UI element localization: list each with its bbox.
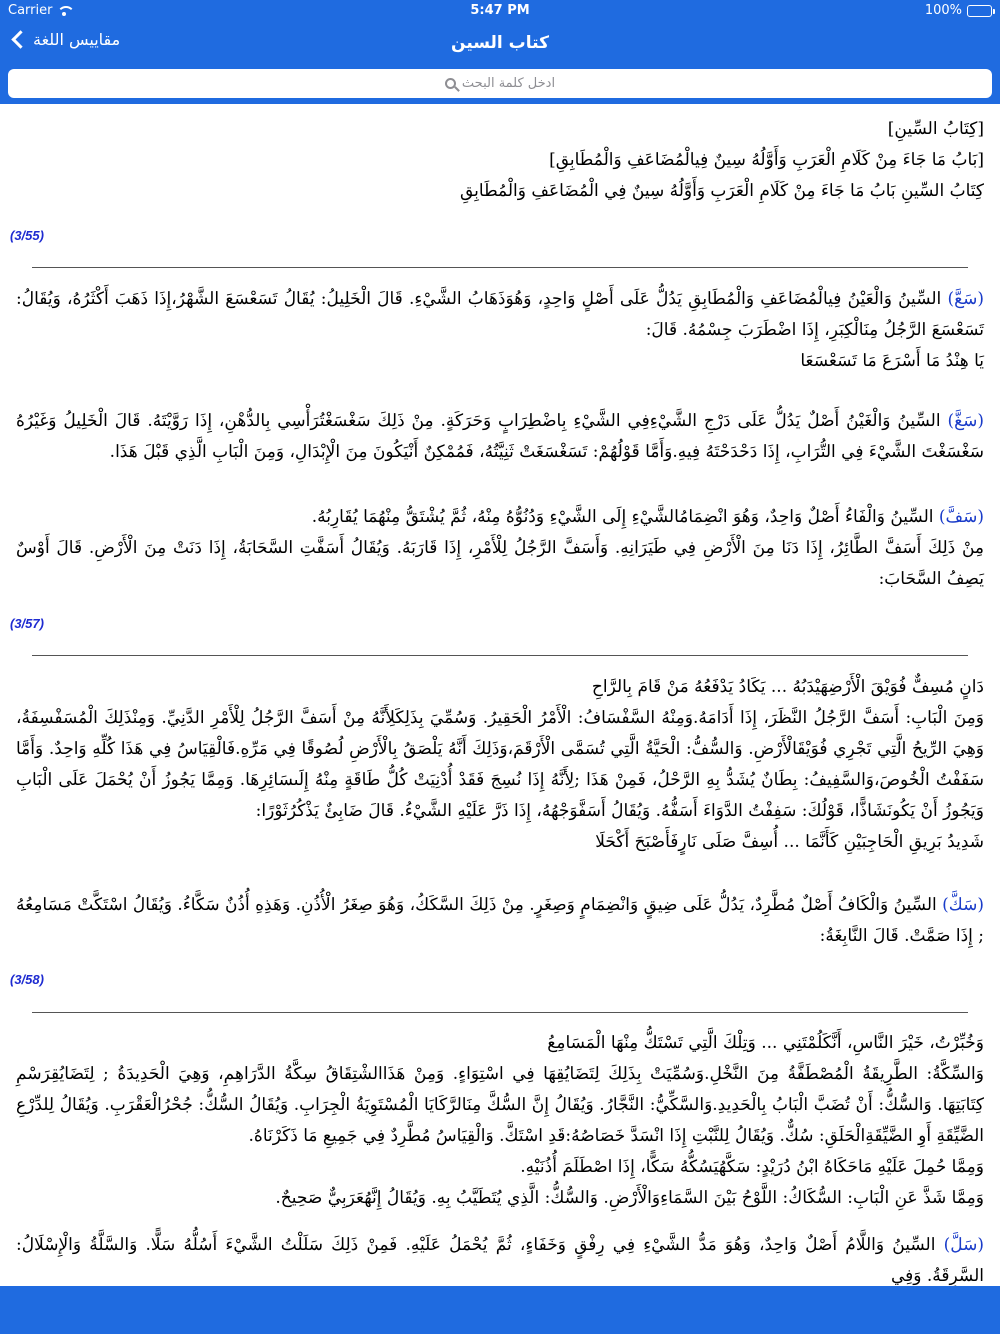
verse: يَا هِنْدُ مَا أَسْرَعَ مَا تَسَعْسَعَا — [800, 351, 984, 371]
root-word: (سَلَّ) — [943, 1235, 984, 1255]
entry-text: وَمِمَّا شَذَّ عَنِ الْبَابِ: السُّكَاكُ: اللَّوْحُ بَيْنَ السَّمَاءِوَالْأَرْضِ. وَالسُّكُّ: الَّذِي يُتَطَيَّبُ بِهِ. وَيُقَالُ إِنَّهُعَرَبِيٌّ صَحِيحٌ. — [275, 1188, 984, 1208]
entry-text: مِنْ ذَلِكَ أَسَفَّ الطَّائِرُ، إِذَا دَنَا مِنَ الْأَرْضِ فِي طَيَرَانِهِ. وَأَسَفَّ الرَّجُلُ لِلْأَمْرِ، إِذَا قَارَبَهُ. وَيُقَالُ أَسَفَّتِ السَّحَابَةُ، إِذَا دَنَتْ مِنَ الْأَرْضِ. قَالَ أَوْسٌ يَصِفُ السَّحَابَ: — [16, 538, 984, 589]
clock: 5:47 PM — [470, 3, 530, 18]
search-icon — [445, 78, 456, 89]
root-word: (سَغَّ) — [947, 411, 984, 431]
carrier-label: Carrier — [8, 3, 53, 18]
entry-sal — [16, 1230, 984, 1286]
verse: شَدِيدُ بَرِيقِ الْحَاجِبَيْنِ كَأَنَّمَا ... أُسِفَّ صَلَى نَارٍفَأَصْبَحَ أَكْحَلَا — [595, 832, 984, 852]
entry-text: السِّينُ وَالْكَافُ أَصْلٌ مُطَّرِدٌ، يَدُلُّ عَلَى ضِيقٍ وَانْضِمَامٍ وَصِغَرٍ. مِنْ ذَلِكَ السَّكَكُ، وَهُوَ صِغَرُ الْأُذُنِ. وَهَذِهِ أُذُنٌ سَكَّاءُ. وَيُقَالُ اسْتَكَّتْ مَسَامِعُهُ ; إِذَا صَمَّتْ. قَالَ النَّابِغَةُ: — [16, 895, 984, 946]
entry-text: السِّينُ وَالْعَيْنُ فِيالْمُضَاعَفِ وَالْمُطَابِقِ يَدُلُّ عَلَى أَصْلٍ وَاحِدٍ، وَهُوَذَهَابُ الشَّيْءِ. قَالَ الْخَلِيلُ: يُقَالُ تَسَعْسَعَ الشَّهْرُ،إِذَا ذَهَبَ أَكْثَرُهُ، وَيُقَالُ: تَسَعْسَعَ الرَّجُلُ مِنَالْكِبَرِ، إِذَا اضْطَرَبَ جِسْمُهُ. قَالَ: — [16, 289, 984, 340]
verse: دَانٍ مُسِفٌّ فُوَيْقَ الْأَرْضِهَيْدَبُهُ ... يَكَادُ يَدْفَعُهُ مَنْ قَامَ بِالرَّاحِ — [591, 677, 984, 697]
entry-text: وَالسِّكَّةُ: الطَّرِيقَةُ الْمُصْطَفَّةُ مِنَ النَّخْلِ.وَسُمِّيَتْ بِذَلِكَ لِتَضَايُقِهَا فِي اسْتِوَاءٍ. وَمِنْ هَذَاالشْتِقَاقُ سِكَّةُ الدَّرَاهِمِ، وَهِيَ الْحَدِيدَةُ ; لِتَضَايُقِرَسْمِ كِتَابَتِهَا. وَالسُّكُّ: أَنْ تُضَبَّ الْبَابُ بِالْحَدِيدِ.وَالسَّكِّيُّ: النَّجَّارُ. وَيُقَالُ إِنَّ السُّكَّ مِنَالرَّكَايَا الْمُسْتَوِيَةُ الْجِرَابِ. وَيُقَالُ السُّكُّ: جُحْرُالْعَقْرَبِ. وَيُقَالُ لِلدِّرْعِ الضَّيِّقَةِ أَوِ الضَّيِّقَةِالْحَلَقِ: سُكٌّ. وَيُقَالُ لِلنَّبْتِ إِذَا انْسَدَّ خَصَاصُهُ:قَدِ اسْتَكَّ. وَالْقِيَاسُ مُطَّرِدٌ فِي جَمِيعِ مَا ذَكَرْنَاهُ. — [16, 1064, 984, 1146]
page-reference[interactable]: (3/55) — [10, 228, 44, 243]
entry-text: السِّينُ وَالْغَيْنُ أَصْلٌ يَدُلُّ عَلَى دَرْجِ الشَّيْءِفِي الشَّيْءِ بِاضْطِرَابٍ وَحَرَكَةٍ. مِنْ ذَلِكَ سَغْسَغْتُرَأْسِي بِالدُّهْنِ، إِذَا رَوَّيْتَهُ. قَالَ الْخَلِيلُ وَغَيْرُهُ سَغْسَغْتَ الشَّيْءَ فِي التُّرَابِ، إِذَا دَحْدَحْتَهُ فِيهِ.وَأَمَّا قَوْلُهُمْ: تَسَغْسَغَتْ ثَنِيَّتُهُ، فَمُمْكِنٌ أَنْيَكُونَ مِنَ الْإِبْدَالِ، وَمِنَ الْبَابِ الَّذِي قَبْلَ هَذَا. — [16, 411, 984, 462]
intro-heading — [16, 114, 984, 207]
entry-sak — [16, 890, 984, 952]
page-divider — [32, 1012, 968, 1013]
entry-text: وَمِنَ الْبَابِ: أَسَفَّ الرَّجُلُ النَّظَرَ، إِذَا أَدَامَهُ.وَمِنْهُ السَّفْسَافُ: الْأَمْرُ الْحَقِيرُ. وَسُمِّيَ بِذَلِكَلِأَنَّهُ مِنْ أَسَفَّ الرَّجُلُ لِلْأَمْرِ الدَّنِيِّ. وَمِنْذَلِكَ الْمُسَفْسِفَةُ، وَهِيَ الرِّيحُ الَّتِي تَجْرِي فُوَيْقَالْأَرْضِ. وَالسُّفُّ: الْحَيَّةُ الَّتِي تُسَمَّى الْأَرْقَمَ،وَذَلِكَ أَنَّهُ يَلْصَقُ بِالْأَرْضِ لُصُوقًا فِي مَرِّهِ.فَالْقِيَاسُ فِي هَذَا كُلِّهِ وَاحِدٌ. وَأَمَّا سَفَفْتُ الْخُوصَ،وَالسَّفِيفُ: بِطَانٌ يُشَدُّ بِهِ الرَّحْلُ، فَمِنْ هَذَا ;لِأَنَّهُ إِذَا نُسِجَ فَقَدْ أُدْنِيَتْ كُلُّ طَاقَةٍ مِنْهُ إِلَىسَائِرِهَا. وَمِمَّا يَجُوزُ أَنْ يُحْمَلَ عَلَى الْبَابِ وَيَجُوزُ أَنْ يَكُونَشَاذًّا، قَوْلُكَ: سَفِفْتُ الدَّوَاءَ أَسَفُّهُ. وَيُقَالُ أَسَفَّوَجْهُهُ، إِذَا ذَرَّ عَلَيْهِ الشَّيْءُ. قَالَ ضَابِئٌ يَذْكُرُثَوْرًا: — [16, 708, 984, 821]
root-word: (سَكَّ) — [942, 895, 984, 915]
entry-sa — [16, 284, 984, 377]
dictionary-content[interactable] — [0, 104, 1000, 1286]
bottom-toolbar — [0, 1286, 1000, 1334]
verse: وَخُبِّرْتُ، خَيْرَ النَّاسِ، أَنَّكَلُمْتَنِي ... وَتِلْكَ الَّتِي تَسْتَكُّ مِنْهَا الْمَسَامِعُ — [547, 1033, 984, 1053]
chapter-title-line: [بَابُ مَا جَاءَ مِنْ كَلَامِ الْعَرَبِ وَأَوَّلُهُ سِينٌ فِيالْمُضَاعَفِ وَالْمُطَابِقِ] — [549, 150, 984, 170]
page-divider — [32, 267, 968, 268]
page-reference[interactable]: (3/58) — [10, 972, 44, 987]
search-input[interactable] — [8, 69, 992, 98]
status-bar — [0, 0, 1000, 22]
top-bar — [0, 0, 1000, 104]
navigation-bar — [0, 22, 1000, 66]
battery-status — [925, 3, 992, 18]
entry-text: وَمِمَّا حُمِلَ عَلَيْهِ مَاحَكَاهُ ابْنُ دُرَيْدٍ: سَكَّهُيَسُكُّهُ سَكًّا، إِذَا اصْطَلَمَ أُذُنَيْهِ. — [520, 1157, 984, 1177]
entry-text: السِّينُ وَالْفَاءُ أَصْلٌ وَاحِدٌ، وَهُوَ انْضِمَامُالشَّيْءِ إِلَى الشَّيْءِ وَدُنُوُّهُ مِنْهُ، ثُمَّ يُشْتَقُّ مِنْهُمَا يُقَارِبُهُ. — [311, 507, 939, 527]
page-title: كتاب السين — [451, 33, 549, 53]
entry-saf — [16, 502, 984, 595]
book-title-line: [كِتَابُ السِّينِ] — [887, 119, 984, 139]
root-word: (سَفَّ) — [938, 507, 984, 527]
back-label: مقاييس اللغة — [33, 30, 121, 49]
page-reference[interactable]: (3/57) — [10, 616, 44, 631]
battery-percent: 100% — [924, 3, 962, 18]
page-divider — [32, 655, 968, 656]
search-placeholder: ادخل كلمة البحث — [461, 76, 556, 91]
entry-sak-continued — [16, 1028, 984, 1214]
entry-sagh — [16, 406, 984, 468]
entry-saf-continued — [16, 672, 984, 858]
entry-text: السِّينُ وَاللَّامُ أَصْلٌ وَاحِدٌ، وَهُوَ مَدُّ الشَّيْءِ فِي رِفْقٍ وَخَفَاءٍ، ثُمَّ يُحْمَلُ عَلَيْهِ. فَمِنْ ذَلِكَ سَلَلْتُ الشَّيْءَ أَسُلُّهُ سَلًّا. وَالسَّلَّةُ وَالْإِسْلَالُ: السَّرِقَةُ. وَفِي — [16, 1235, 984, 1286]
root-word: (سَعَّ) — [947, 289, 984, 309]
chapter-subtitle-line: كِتَابُ السِّينِ بَابُ مَا جَاءَ مِنْ كَلَامِ الْعَرَبِ وَأَوَّلُهُ سِينٌ فِي الْمُضَاعَفِ وَالْمُطَابِقِ — [460, 181, 984, 201]
battery-icon — [967, 5, 992, 17]
